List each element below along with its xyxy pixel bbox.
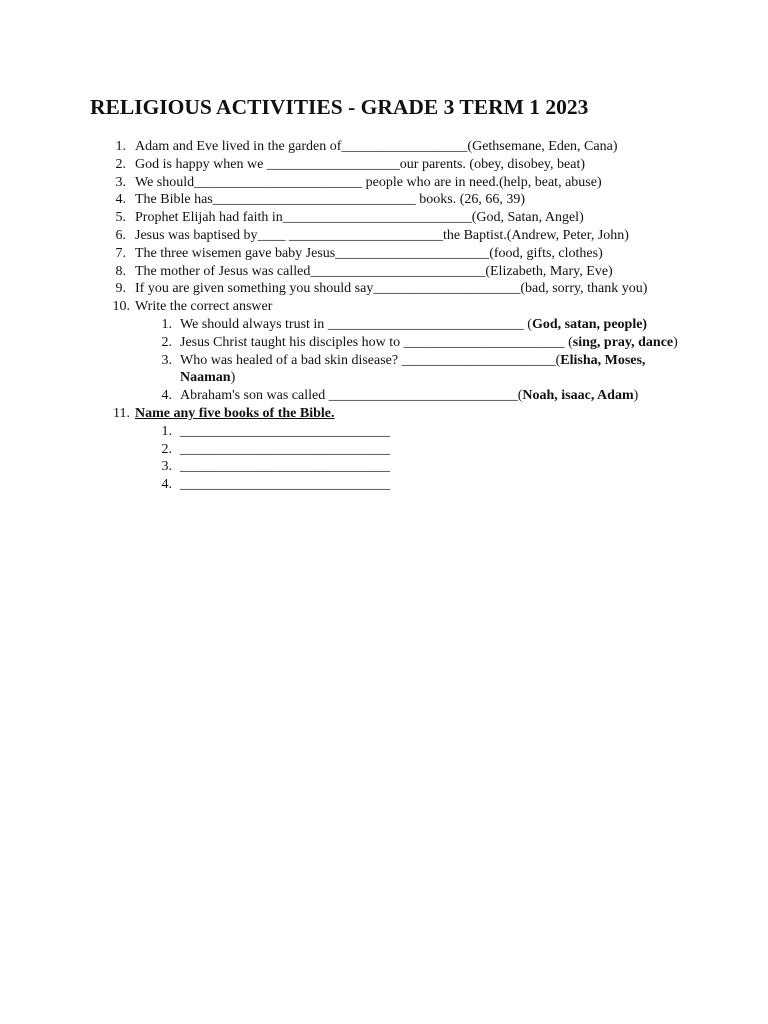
sub-question-item bbox=[0, 316, 680, 334]
question-item bbox=[0, 405, 675, 423]
answer-line: ______________________________ bbox=[180, 459, 390, 475]
question-number: 2. bbox=[115, 156, 126, 172]
question-number: 8. bbox=[115, 263, 126, 279]
sub-question-prompt: Abraham's son was called ___________________________( bbox=[180, 388, 523, 404]
closing-bracket: ) bbox=[230, 370, 236, 386]
question-text: The three wisemen gave baby Jesus______________________(food, gifts, clothes) bbox=[135, 245, 603, 261]
answer-options: Elisha, Moses, Naaman bbox=[180, 352, 646, 386]
question-item bbox=[0, 156, 675, 174]
sub-question-text bbox=[180, 353, 645, 386]
closing-bracket: ) bbox=[673, 334, 678, 350]
question-item bbox=[0, 174, 675, 192]
question-text: Write the correct answer bbox=[135, 299, 273, 315]
answer-line-number: 4. bbox=[161, 477, 172, 493]
question-item bbox=[0, 138, 675, 156]
question-item bbox=[0, 191, 675, 209]
sub-question-number: 4. bbox=[161, 388, 172, 404]
question-text: God is happy when we ___________________our parents. (obey, disobey, beat) bbox=[135, 156, 585, 172]
sub-question-number: 1. bbox=[161, 316, 172, 332]
question-text: Name any five books of the Bible. bbox=[135, 405, 335, 421]
question-number: 11. bbox=[113, 405, 130, 421]
question-text: The mother of Jesus was called_________________________(Elizabeth, Mary, Eve) bbox=[135, 263, 613, 279]
question-item bbox=[0, 209, 675, 227]
sub-question-number: 2. bbox=[161, 334, 172, 350]
closing-bracket: ) bbox=[633, 388, 639, 404]
question-number: 5. bbox=[115, 210, 126, 226]
question-text: Adam and Eve lived in the garden of__________________(Gethsemane, Eden, Cana) bbox=[135, 139, 618, 154]
sub-question-number: 3. bbox=[161, 352, 172, 368]
question-text: The Bible has_____________________________ books. (26, 66, 39) bbox=[135, 192, 526, 208]
answer-line-number: 2. bbox=[161, 441, 172, 457]
sub-question-prompt: Who was healed of a bad skin disease? ______________________( bbox=[180, 352, 561, 368]
sub-question-item bbox=[0, 334, 680, 352]
question-text: Prophet Elijah had faith in___________________________(God, Satan, Angel) bbox=[135, 210, 584, 226]
answer-line: ______________________________ bbox=[180, 441, 390, 457]
answer-line-item bbox=[0, 441, 680, 459]
answer-line-item bbox=[0, 458, 680, 476]
question-list bbox=[0, 138, 768, 494]
question-text: If you are given something you should say_____________________(bad, sorry, thank you) bbox=[135, 281, 648, 297]
answer-options: Noah, isaac, Adam bbox=[522, 388, 634, 404]
sub-question-item bbox=[0, 352, 680, 388]
sub-question-prompt: We should always trust in ____________________________ ( bbox=[180, 316, 532, 332]
answer-line-item bbox=[0, 423, 680, 441]
question-item bbox=[0, 263, 675, 281]
question-number: 1. bbox=[115, 139, 126, 154]
answer-line: ______________________________ bbox=[180, 423, 390, 439]
sub-question-text bbox=[180, 335, 678, 350]
question-number: 9. bbox=[115, 281, 126, 297]
sub-question-item bbox=[0, 387, 680, 405]
sub-question-text bbox=[180, 388, 638, 403]
answer-line-item bbox=[0, 476, 680, 494]
sub-question-text bbox=[180, 317, 647, 332]
question-item bbox=[0, 245, 675, 263]
question-text: We should________________________ people who are in need.(help, beat, abuse) bbox=[135, 174, 602, 190]
question-text: Jesus was baptised by____ ______________________the Baptist.(Andrew, Peter, John) bbox=[135, 227, 629, 243]
question-number: 6. bbox=[115, 227, 126, 243]
sub-question-prompt: Jesus Christ taught his disciples how to _______________________ ( bbox=[180, 334, 573, 350]
answer-line-number: 3. bbox=[161, 459, 172, 475]
page-title: RELIGIOUS ACTIVITIES - GRADE 3 TERM 1 2023 bbox=[90, 95, 589, 119]
question-number: 7. bbox=[115, 245, 126, 261]
answer-line-number: 1. bbox=[161, 423, 172, 439]
answer-options: sing, pray, dance bbox=[572, 334, 674, 350]
question-item bbox=[0, 280, 675, 298]
question-number: 10. bbox=[112, 299, 130, 315]
question-number: 3. bbox=[115, 174, 126, 190]
answer-line: ______________________________ bbox=[180, 477, 390, 493]
question-item bbox=[0, 298, 675, 316]
question-item bbox=[0, 227, 675, 245]
answer-options: God, satan, people) bbox=[531, 316, 648, 332]
question-number: 4. bbox=[115, 192, 126, 208]
